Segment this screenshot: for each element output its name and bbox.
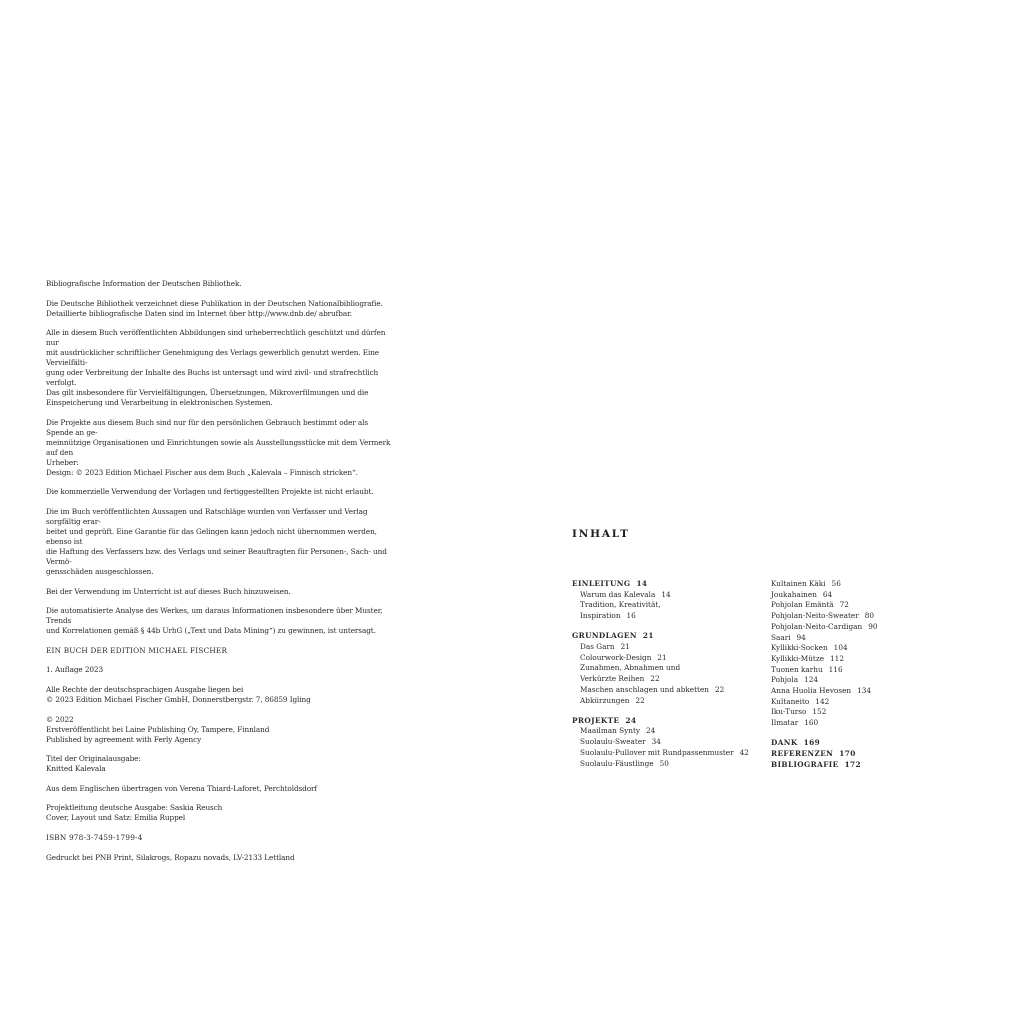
toc-entry-label: Suolaulu-Fäustlinge — [580, 758, 654, 768]
imprint-paragraph: 1. Auflage 2023 — [46, 665, 104, 675]
toc-page-number: 134 — [857, 686, 872, 696]
toc-page-number: 14 — [661, 589, 671, 599]
toc-page-number: 170 — [839, 749, 856, 759]
toc-page-number: 112 — [830, 653, 844, 663]
toc-page-number: 72 — [839, 600, 849, 610]
toc-entry-label: Kyllikki-Mütze — [771, 653, 825, 663]
toc-entry-label: Das Garn — [580, 642, 615, 652]
toc-page-number: 172 — [844, 759, 861, 769]
toc-page-number: 169 — [803, 738, 821, 748]
toc-entry — [771, 718, 911, 729]
toc-page-number: 80 — [864, 611, 874, 621]
toc-entry — [572, 759, 762, 770]
toc-entry-label: Inspiration — [580, 611, 621, 621]
toc-page-number: 24 — [625, 715, 637, 725]
toc-right-column — [771, 579, 911, 770]
toc-section-title — [771, 738, 911, 749]
toc-section-title — [771, 760, 911, 771]
toc-page-number: 14 — [636, 579, 648, 588]
toc-page-number: 21 — [620, 642, 630, 652]
toc-entry-label: Verkürzte Reihen — [580, 674, 645, 684]
toc-page-number: 90 — [868, 621, 878, 631]
toc-entry-label: Suolaulu-Sweater — [580, 737, 646, 747]
toc-section-title — [572, 631, 762, 642]
toc-section-label: EINLEITUNG — [572, 579, 631, 588]
toc-entry-label: Abkürzungen — [580, 695, 630, 705]
toc-entry-label: Kyllikki-Socken — [771, 643, 828, 653]
toc-entry — [771, 675, 911, 686]
toc-entry-label: Zunahmen, Abnahmen und — [580, 663, 681, 673]
toc-entry — [771, 633, 911, 644]
toc-spacer — [771, 729, 911, 739]
toc-section-label: DANK — [771, 738, 798, 748]
toc-entry — [572, 653, 762, 664]
imprint-paragraph: Bibliografische Information der Deutschen Bibliothek. — [46, 279, 242, 288]
toc-heading: INHALT — [572, 528, 630, 540]
toc-section — [572, 716, 762, 770]
toc-entry — [572, 674, 762, 685]
toc-entry-label: Ilmatar — [771, 718, 799, 728]
toc-page-number: 124 — [804, 675, 818, 685]
toc-entry-label: Tuonen karhu — [771, 664, 823, 674]
toc-page-number: 22 — [715, 684, 725, 694]
toc-entry — [771, 579, 911, 590]
toc-entry-label: Anna Huolia Hevosen — [771, 686, 852, 696]
toc-section-label: PROJEKTE — [572, 715, 620, 725]
toc-section-label: BIBLIOGRAFIE — [771, 759, 839, 769]
toc-entry — [572, 726, 762, 737]
imprint-page — [46, 279, 396, 872]
toc-entry — [771, 643, 911, 654]
toc-section-title — [572, 579, 762, 590]
toc-section — [572, 631, 762, 706]
imprint-paragraph: Die Deutsche Bibliothek verzeichnet diese Publikation in der Deutschen Nationalbibliografie. Detaillierte bibliografische Daten sind im Internet über http://www.dnb.de/ abrufbar. — [46, 298, 383, 318]
toc-entry — [771, 654, 911, 665]
toc-page-number: 142 — [815, 696, 830, 706]
toc-entry — [771, 600, 911, 611]
imprint-paragraph: Aus dem Englischen übertragen von Verena Thiard-Laforet, Perchtoldsdorf — [46, 783, 318, 793]
toc-entry — [771, 665, 911, 676]
toc-entry-label: Pohjolan-Neito-Cardigan — [771, 621, 863, 631]
toc-entry — [771, 686, 911, 697]
toc-entry — [572, 748, 762, 759]
toc-entry — [572, 600, 762, 611]
toc-entry-label: Pohjolan Emäntä — [771, 600, 834, 610]
imprint-paragraph: ISBN 978-3-7459-1799-4 — [46, 832, 143, 842]
toc-entry — [572, 737, 762, 748]
toc-entry — [572, 611, 762, 622]
toc-entry-label: Warum das Kalevala — [580, 589, 656, 599]
imprint-paragraph: Die Projekte aus diesem Buch sind nur für den persönlichen Gebrauch bestimmt oder als Spende an ge- meinnützige Organisationen und Einrichtungen sowie als Ausstellungsstücke mit dem Vermerk auf den Urheber: Design: © 2023 Edition Michael Fischer aus dem Buch „Kalevala – Finnisch stricken“. — [46, 417, 391, 477]
toc-entry-label: Iku-Turso — [771, 707, 807, 717]
toc-page-number: 152 — [812, 707, 827, 717]
toc-entry — [771, 622, 911, 633]
toc-page-number: 21 — [657, 652, 667, 662]
toc-entry — [771, 697, 911, 708]
toc-entry-label: Kultainen Käki — [771, 579, 826, 588]
toc-entry — [572, 663, 762, 674]
imprint-paragraph: Titel der Originalausgabe: Knitted Kalevala — [46, 754, 141, 774]
toc-page-number: 16 — [626, 611, 636, 621]
toc-page-number: 24 — [646, 726, 656, 736]
toc-page-number: 34 — [651, 737, 661, 747]
toc-entry — [771, 590, 911, 601]
toc-section-title — [771, 749, 911, 760]
toc-page-number: 50 — [659, 758, 669, 768]
toc-entry — [572, 685, 762, 696]
toc-entry-label: Tradition, Kreativität, — [580, 600, 661, 610]
imprint-paragraph: EIN BUCH DER EDITION MICHAEL FISCHER — [46, 645, 228, 655]
imprint-paragraph: Die automatisierte Analyse des Werkes, um daraus Informationen insbesondere über Muster, Trends und Korrelationen gemäß § 44b UrhG („Text und Data Mining“) zu gewinnen, ist untersagt. — [46, 606, 383, 636]
toc-section-label: GRUNDLAGEN — [572, 631, 637, 641]
toc-page-number: 56 — [831, 579, 841, 588]
toc-page-number: 104 — [833, 643, 848, 653]
toc-entry-label: Kultaneito — [771, 696, 810, 706]
toc-entry-label: Joukahainen — [771, 589, 817, 599]
toc-entry-label: Pohjolan-Neito-Sweater — [771, 611, 859, 621]
toc-page-number: 94 — [796, 632, 806, 642]
toc-entry-label: Pohjola — [771, 675, 799, 685]
toc-page-number: 21 — [642, 631, 654, 641]
toc-entry-label: Maschen anschlagen und abketten — [580, 684, 709, 694]
toc-entry-label: Saari — [771, 632, 791, 642]
imprint-paragraph: Gedruckt bei PNB Print, Silakrogs, Ropazu novads, LV-2133 Lettland — [46, 852, 295, 862]
imprint-paragraph: Projektleitung deutsche Ausgabe: Saskia Reusch Cover, Layout und Satz: Emilia Ruppel — [46, 803, 223, 823]
toc-section — [572, 579, 762, 622]
imprint-paragraph: Alle in diesem Buch veröffentlichten Abbildungen sind urheberrechtlich geschützt und dürfen nur mit ausdrücklicher schriftlicher Genehmigung des Verlags gewerblich genutzt werden. Eine Vervielfälti- gung oder Verbreitung der Inhalte des Buchs ist untersagt und wird zivil- und strafrechtlich verfolgt. Das gilt insbesondere für Vervielfältigungen, Übersetzungen, Mikroverfilmungen und die Einspeicherung und Verarbeitung in elektronischen Systemen. — [46, 328, 386, 408]
toc-page-number: 116 — [828, 664, 843, 674]
toc-page-number: 22 — [635, 695, 645, 705]
toc-entry — [771, 611, 911, 622]
toc-entry — [572, 590, 762, 601]
toc-section-label: REFERENZEN — [771, 749, 834, 759]
toc-entry — [572, 696, 762, 707]
toc-entry — [572, 642, 762, 653]
toc-page-number: 42 — [739, 747, 749, 757]
imprint-paragraph: Alle Rechte der deutschsprachigen Ausgabe liegen bei © 2023 Edition Michael Fischer GmbH, Donnerstbergstr. 7, 86859 Igling — [46, 684, 311, 704]
toc-entry-label: Maailman Synty — [580, 726, 641, 736]
toc-page-number: 64 — [822, 589, 833, 599]
toc-page-number: 160 — [804, 718, 819, 728]
imprint-paragraph: © 2022 Erstveröffentlicht bei Laine Publishing Oy, Tampere, Finnland Published by agreement with Ferly Agency — [46, 714, 270, 744]
toc-entry — [771, 707, 911, 718]
imprint-paragraph: Die kommerzielle Verwendung der Vorlagen und fertiggestellten Projekte ist nicht erlaubt. — [46, 487, 374, 497]
toc-entry-label: Colourwork-Design — [580, 652, 652, 662]
toc-section-title — [572, 716, 762, 727]
toc-page-number: 22 — [650, 674, 660, 684]
imprint-paragraph: Die im Buch veröffentlichten Aussagen und Ratschläge wurden von Verfasser und Verlag sorgfältig erar- beitet und geprüft. Eine Garantie für das Gelingen kann jedoch nicht übernommen werden, ebenso ist die Haftung des Verfassers bzw. des Verlags und seiner Beauftragten für Personen-, Sach- und Vermö- gensschäden ausgeschlossen. — [46, 506, 387, 576]
imprint-paragraph: Bei der Verwendung im Unterricht ist auf dieses Buch hinzuweisen. — [46, 586, 291, 596]
toc-entry-label: Suolaulu-Pullover mit Rundpassenmuster — [580, 747, 734, 757]
toc-left-column — [572, 579, 762, 779]
